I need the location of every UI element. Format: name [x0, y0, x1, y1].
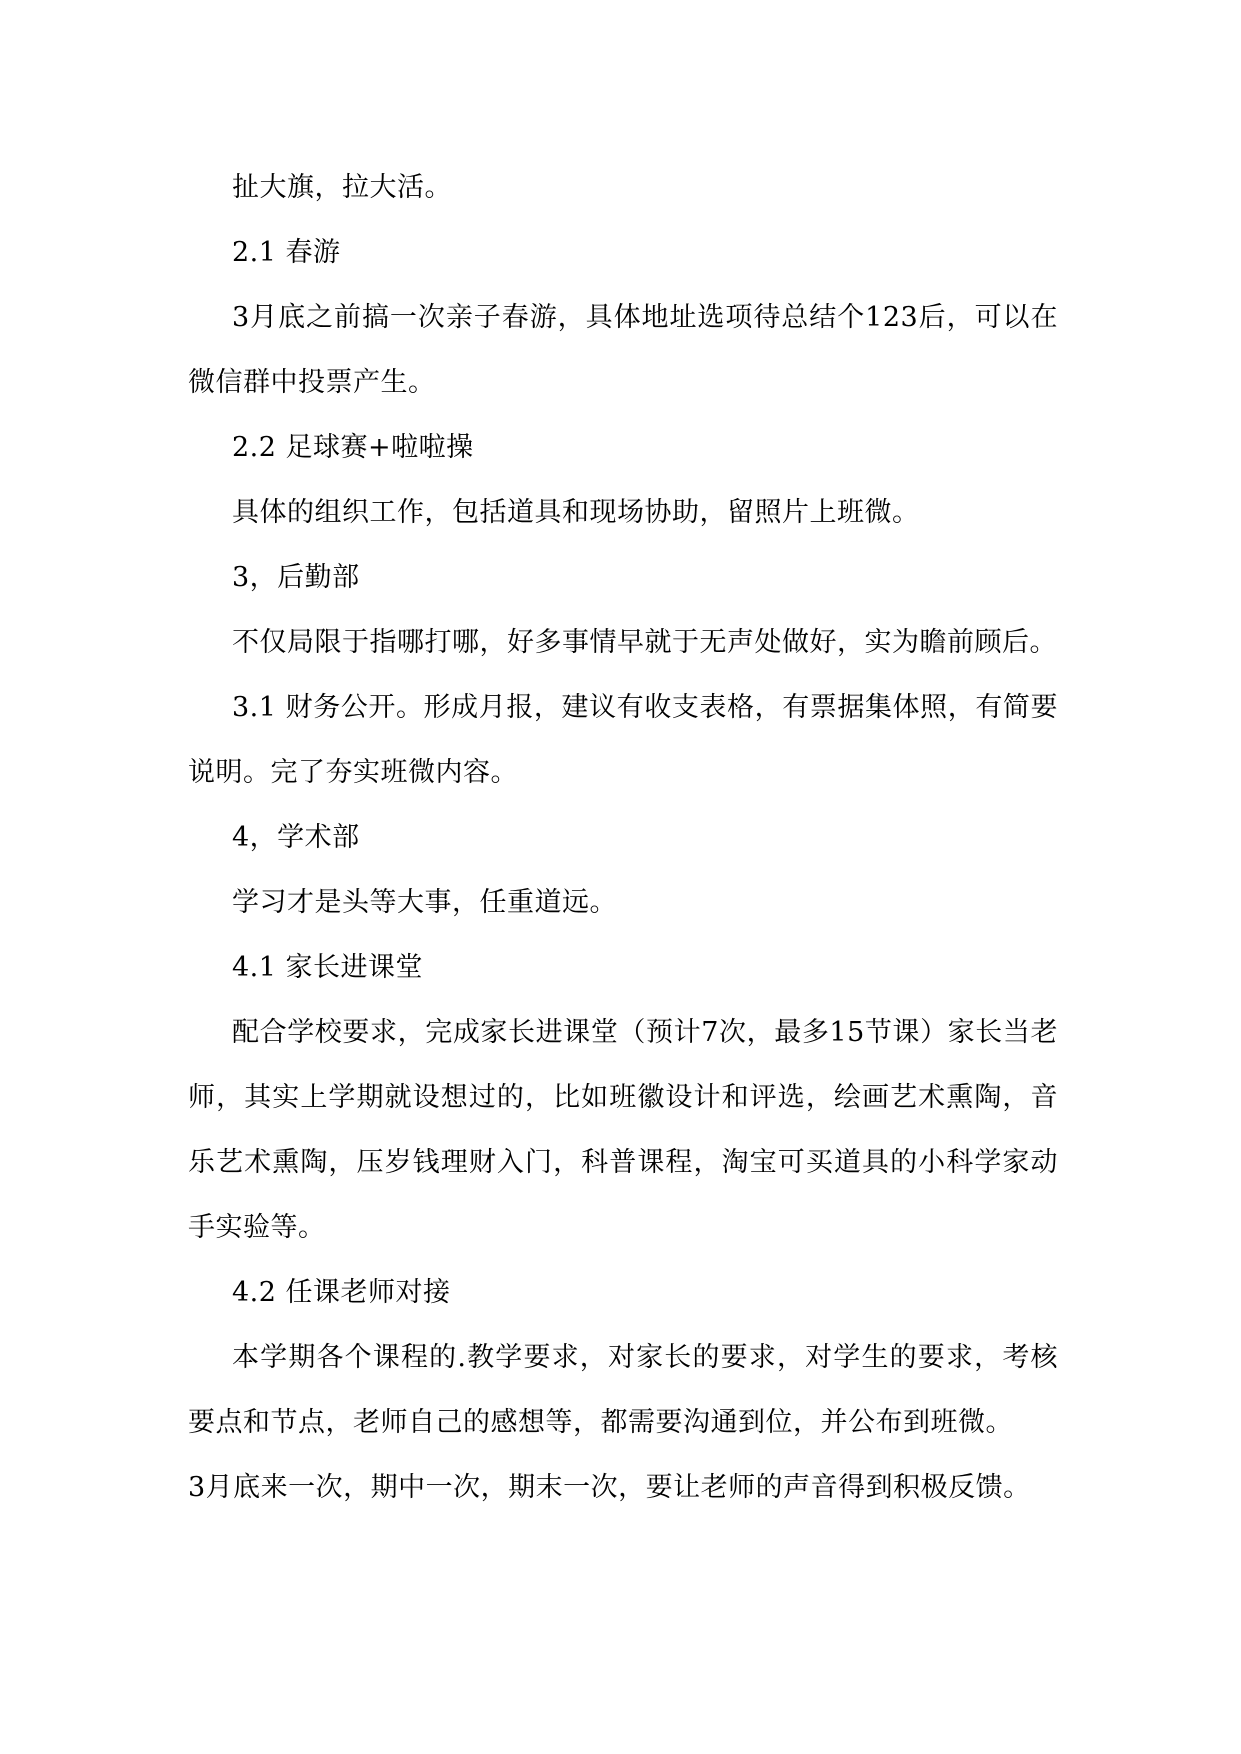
- paragraph: 不仅局限于指哪打哪，好多事情早就于无声处做好，实为瞻前顾后。: [232, 627, 1057, 658]
- section-heading: 4，学术部: [232, 822, 360, 853]
- paragraph: 扯大旗，拉大活。: [232, 172, 452, 203]
- section-heading: 2.2 足球赛+啦啦操: [232, 432, 474, 463]
- paragraph: 学习才是头等大事，任重道远。: [232, 887, 617, 918]
- paragraph: 3月底之前搞一次亲子春游，具体地址选项待总结个123后，可以在微信群中投票产生。: [188, 302, 1058, 398]
- section-heading: 3，后勤部: [232, 562, 360, 593]
- section-heading: 4.2 任课老师对接: [232, 1277, 451, 1308]
- section-heading: 2.1 春游: [232, 237, 341, 268]
- paragraph: 3.1 财务公开。形成月报，建议有收支表格，有票据集体照，有简要说明。完了夯实班微内容。: [188, 692, 1058, 788]
- paragraph: 本学期各个课程的.教学要求，对家长的要求，对学生的要求，考核要点和节点，老师自己的感想等，都需要沟通到位，并公布到班微。: [188, 1342, 1058, 1438]
- document-body: [188, 155, 1058, 1520]
- paragraph: 配合学校要求，完成家长进课堂（预计7次，最多15节课）家长当老师，其实上学期就设想过的，比如班徽设计和评选，绘画艺术熏陶，音乐艺术熏陶，压岁钱理财入门，科普课程，淘宝可买道具的小科学家动手实验等。: [188, 1017, 1058, 1243]
- paragraph: 具体的组织工作，包括道具和现场协助，留照片上班微。: [232, 497, 920, 528]
- paragraph: 3月底来一次，期中一次，期末一次，要让老师的声音得到积极反馈。: [188, 1472, 1031, 1503]
- section-heading: 4.1 家长进课堂: [232, 952, 424, 983]
